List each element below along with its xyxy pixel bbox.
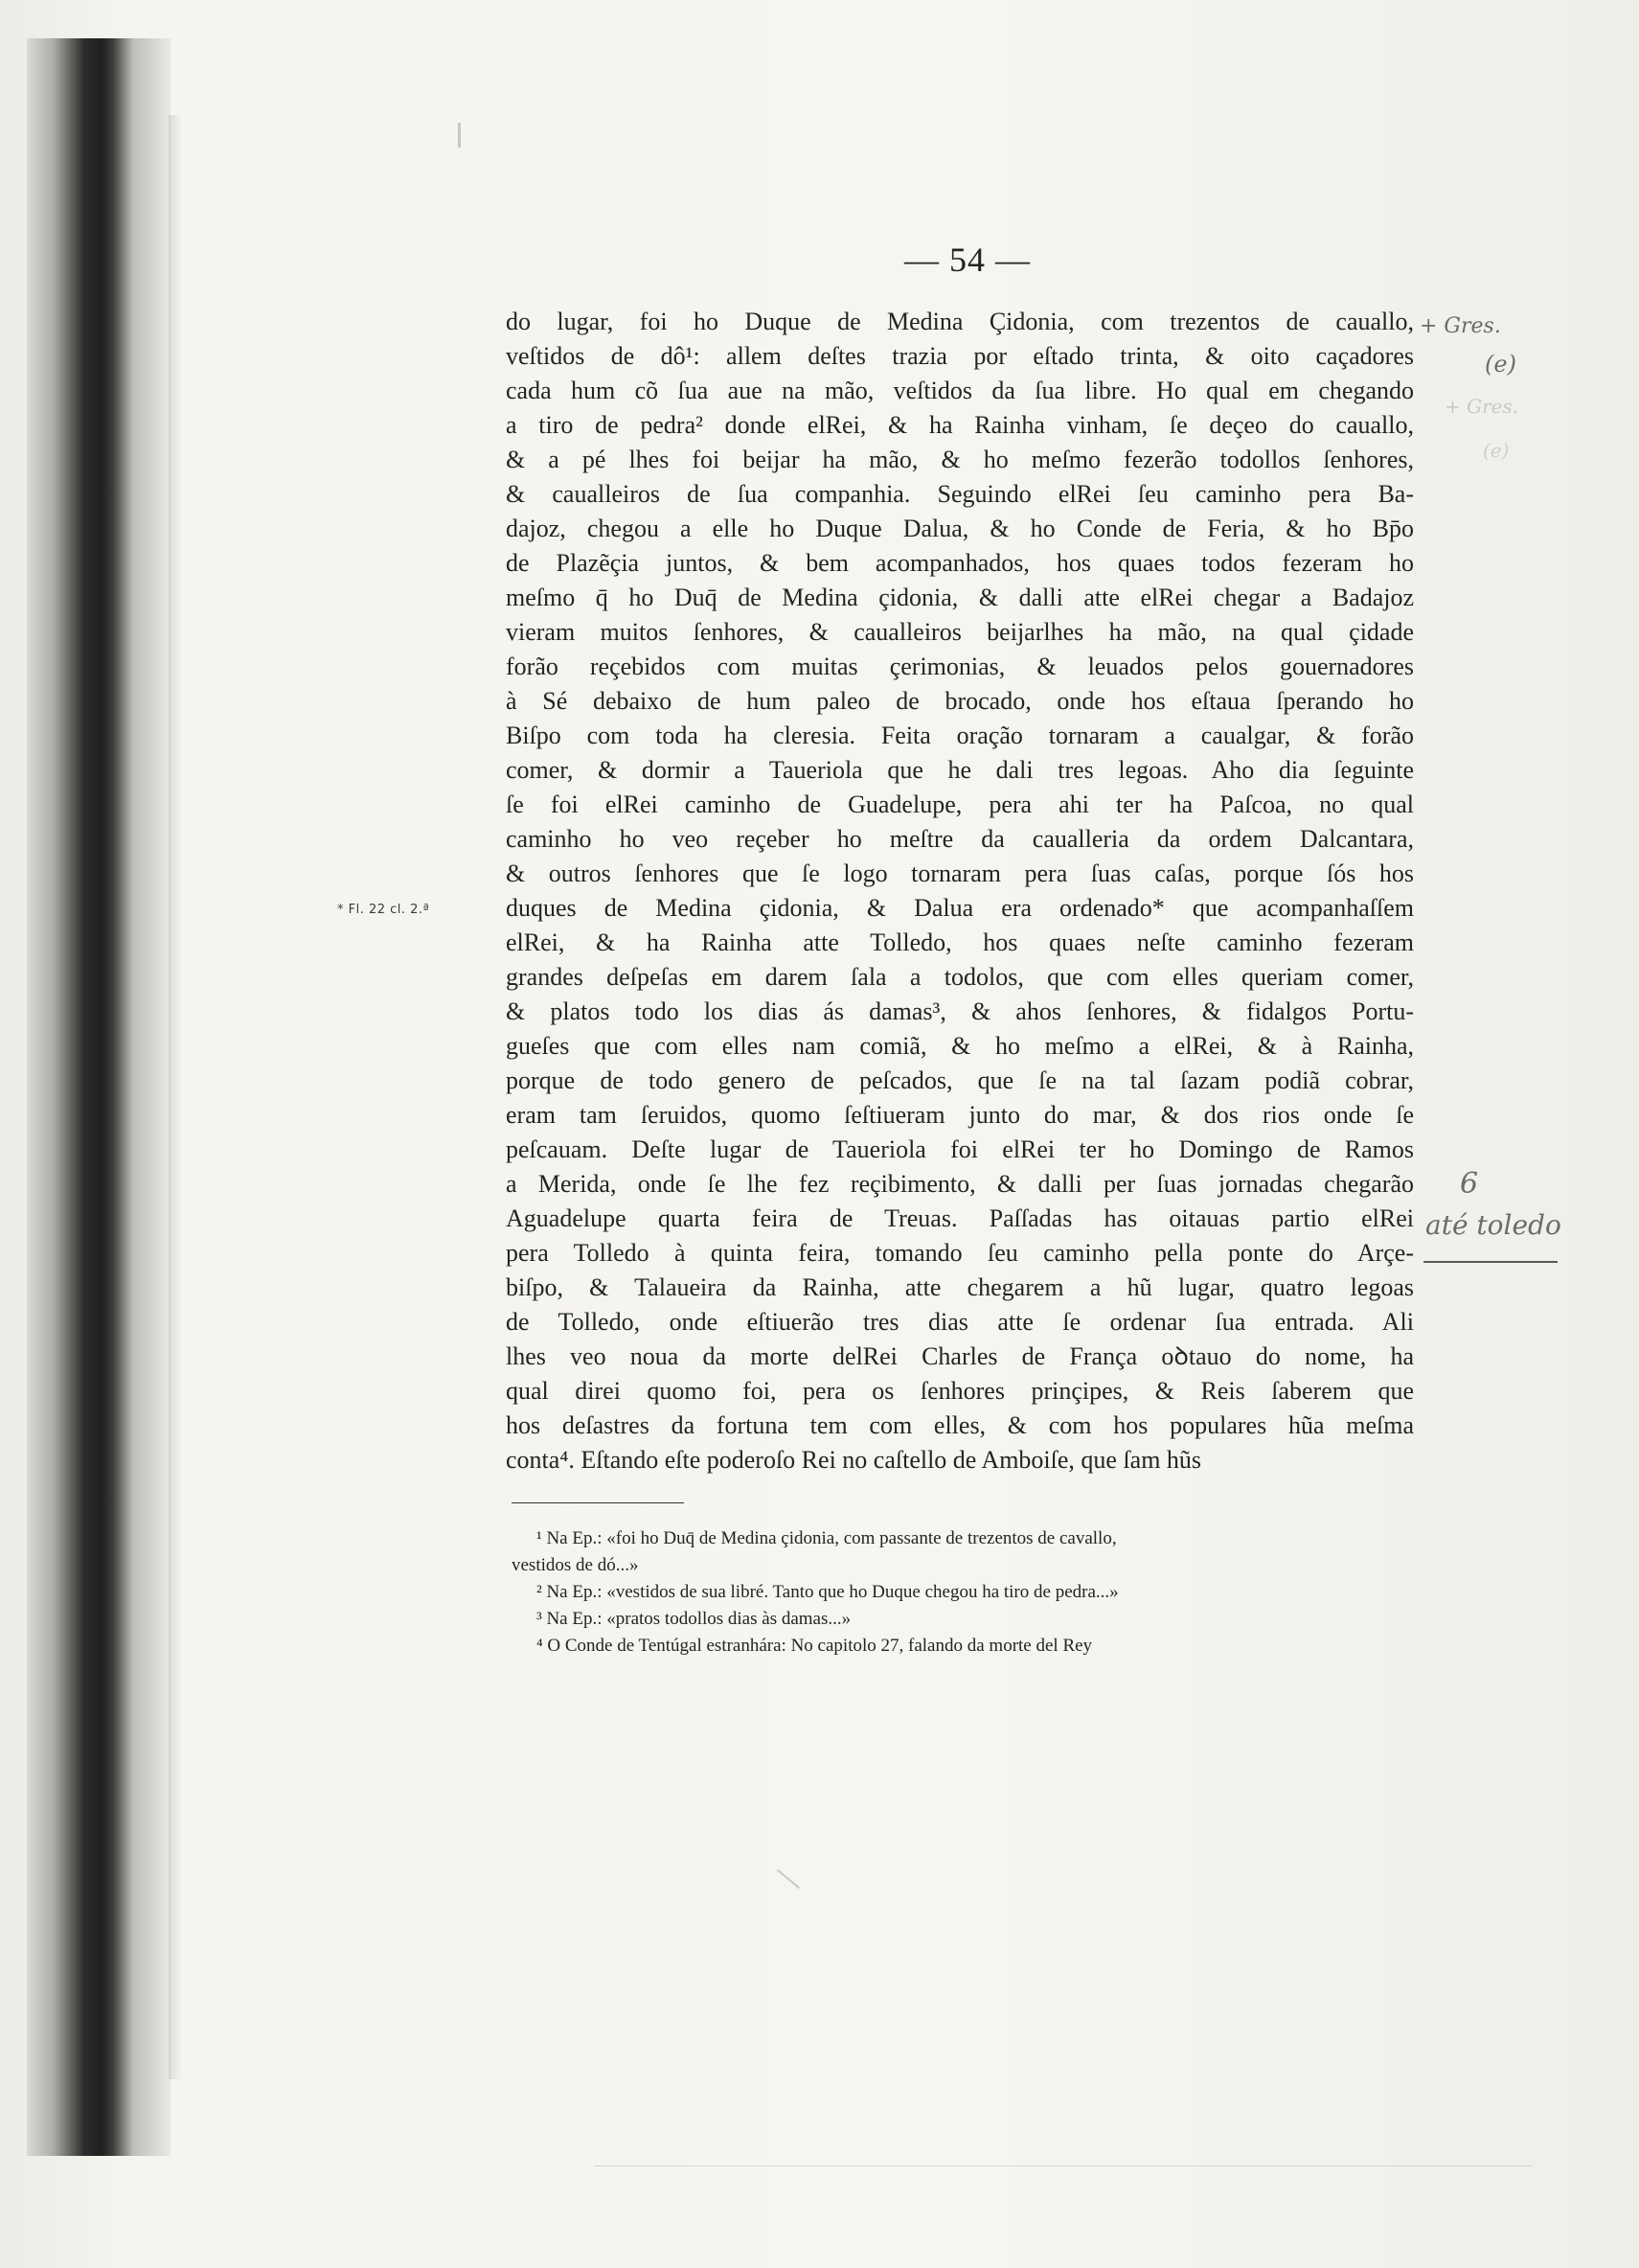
text-line: caminho ho veo reçeber ho meſtre da caualleria da ordem Dalcantara, bbox=[506, 825, 1414, 853]
scan-blemish bbox=[594, 2165, 1533, 2166]
text-line: qual direi quomo foi, pera os ſenhores prinçipes, & Reis ſaberem que bbox=[506, 1377, 1414, 1405]
text-line: & a pé lhes foi beijar ha mão, & ho meſmo fezerão todollos ſenhores, bbox=[506, 446, 1414, 473]
footnote: ¹ Na Ep.: «foi ho Duq̄ de Medina çidonia, com passante de trezentos de cavallo, bbox=[536, 1528, 1117, 1548]
text-line: a tiro de pedra² donde elRei, & ha Rainha vinham, ſe deçeo do cauallo, bbox=[506, 411, 1414, 439]
footnotes bbox=[512, 1525, 1412, 1660]
text-line: grandes deſpeſas em darem ſala a todolos, que com elles queriam comer, bbox=[506, 963, 1414, 991]
text-line: hos deſastres da fortuna tem com elles, & com hos populares hũa meſma bbox=[506, 1411, 1414, 1439]
text-line: eram tam ſeruidos, quomo ſeſtiueram junto do mar, & dos rios onde ſe bbox=[506, 1101, 1414, 1129]
handwritten-annotation: 6 bbox=[1460, 1167, 1479, 1201]
handwritten-annotation: (e) bbox=[1483, 439, 1510, 462]
text-line: & outros ſenhores que ſe logo tornaram pera ſuas caſas, porque ſós hos bbox=[506, 859, 1414, 887]
text-line: pera Tolledo à quinta feira, tomando ſeu caminho pella ponte do Arçe- bbox=[506, 1239, 1414, 1267]
handwritten-annotation: + Gres. bbox=[1445, 395, 1519, 418]
text-line: peſcauam. Deſte lugar de Taueriola foi elRei ter ho Domingo de Ramos bbox=[506, 1135, 1414, 1163]
text-line: Biſpo com toda ha cleresia. Feita oração tornaram a caualgar, & forão bbox=[506, 722, 1414, 749]
text-line: veſtidos de dô¹: allem deſtes trazia por eſtado trinta, & oito caçadores bbox=[506, 342, 1414, 370]
text-line: porque de todo genero de peſcados, que ſe na tal ſazam podiã cobrar, bbox=[506, 1066, 1414, 1094]
handwritten-annotation: (e) bbox=[1485, 351, 1516, 378]
text-line: forão reçebidos com muitas çerimonias, & leuados pelos gouernadores bbox=[506, 653, 1414, 680]
text-line: & platos todo los dias ás damas³, & ahos ſenhores, & fidalgos Portu- bbox=[506, 997, 1414, 1025]
text-line: biſpo, & Talaueira da Rainha, atte chegarem a hũ lugar, quatro legoas bbox=[506, 1273, 1414, 1301]
text-line: ſe foi elRei caminho de Guadelupe, pera ahi ter ha Paſcoa, no qual bbox=[506, 790, 1414, 818]
footnote: ² Na Ep.: «vestidos de sua libré. Tanto que ho Duque chegou ha tiro de pedra...» bbox=[536, 1582, 1119, 1602]
text-line: à Sé debaixo de hum paleo de brocado, onde hos eſtaua ſperando ho bbox=[506, 687, 1414, 715]
footnote: ⁴ O Conde de Tentúgal estranhára: No capitolo 27, falando da morte del Rey bbox=[536, 1636, 1093, 1656]
handwritten-annotation: até toledo bbox=[1425, 1209, 1561, 1241]
text-line: de Tolledo, onde eſtiuerão tres dias atte ſe ordenar ſua entrada. Ali bbox=[506, 1308, 1414, 1336]
page-number: — 54 — bbox=[904, 241, 1031, 279]
text-line: comer, & dormir a Taueriola que he dali tres legoas. Aho dia ſeguinte bbox=[506, 756, 1414, 784]
margin-reference-note: * Fl. 22 cl. 2.ª bbox=[337, 903, 430, 917]
book-binding-edge bbox=[27, 38, 171, 2156]
text-line: do lugar, foi ho Duque de Medina Çidonia, com trezentos de cauallo, bbox=[506, 308, 1414, 335]
text-line: conta⁴. Eſtando eſte poderoſo Rei no caſtello de Amboiſe, que ſam hũs bbox=[506, 1446, 1202, 1474]
text-line: cada hum cõ ſua aue na mão, veſtidos da ſua libre. Ho qual em chegando bbox=[506, 377, 1414, 404]
text-line: a Merida, onde ſe lhe fez reçibimento, & dalli per ſuas jornadas chegarão bbox=[506, 1170, 1414, 1198]
text-line: de Plazẽçia juntos, & bem acompanhados, hos quaes todos fezeram ho bbox=[506, 549, 1414, 577]
footnote-separator bbox=[512, 1502, 684, 1503]
text-line: meſmo q̄ ho Duq̄ de Medina çidonia, & dalli atte elRei chegar a Badajoz bbox=[506, 584, 1414, 611]
text-line: dajoz, chegou a elle ho Duque Dalua, & ho Conde de Feria, & ho Bp̄o bbox=[506, 515, 1414, 542]
handwritten-annotation: + Gres. bbox=[1420, 314, 1501, 338]
handwritten-underline bbox=[1423, 1261, 1558, 1263]
binding-shadow bbox=[169, 115, 182, 2079]
text-line: vieram muitos ſenhores, & caualleiros beijarlhes ha mão, na qual çidade bbox=[506, 618, 1414, 646]
footnote-continuation: vestidos de dó...» bbox=[512, 1555, 639, 1575]
scan-blemish bbox=[777, 1869, 800, 1890]
text-line: & caualleiros de ſua companhia. Seguindo elRei ſeu caminho pera Ba- bbox=[506, 480, 1414, 508]
body-text bbox=[506, 305, 1414, 1478]
text-line: gueſes que com elles nam comiã, & ho meſmo a elRei, & à Rainha, bbox=[506, 1032, 1414, 1060]
text-line: duques de Medina çidonia, & Dalua era ordenado* que acompanhaſſem bbox=[506, 894, 1414, 922]
footnote: ³ Na Ep.: «pratos todollos dias às damas...» bbox=[536, 1609, 852, 1629]
scan-blemish bbox=[458, 123, 461, 148]
text-line: lhes veo noua da morte delRei Charles de França oꝺtauo do nome, ha bbox=[506, 1342, 1414, 1370]
text-line: elRei, & ha Rainha atte Tolledo, hos quaes neſte caminho fezeram bbox=[506, 928, 1414, 956]
text-line: Aguadelupe quarta feira de Treuas. Paſſadas has oitauas partio elRei bbox=[506, 1204, 1414, 1232]
